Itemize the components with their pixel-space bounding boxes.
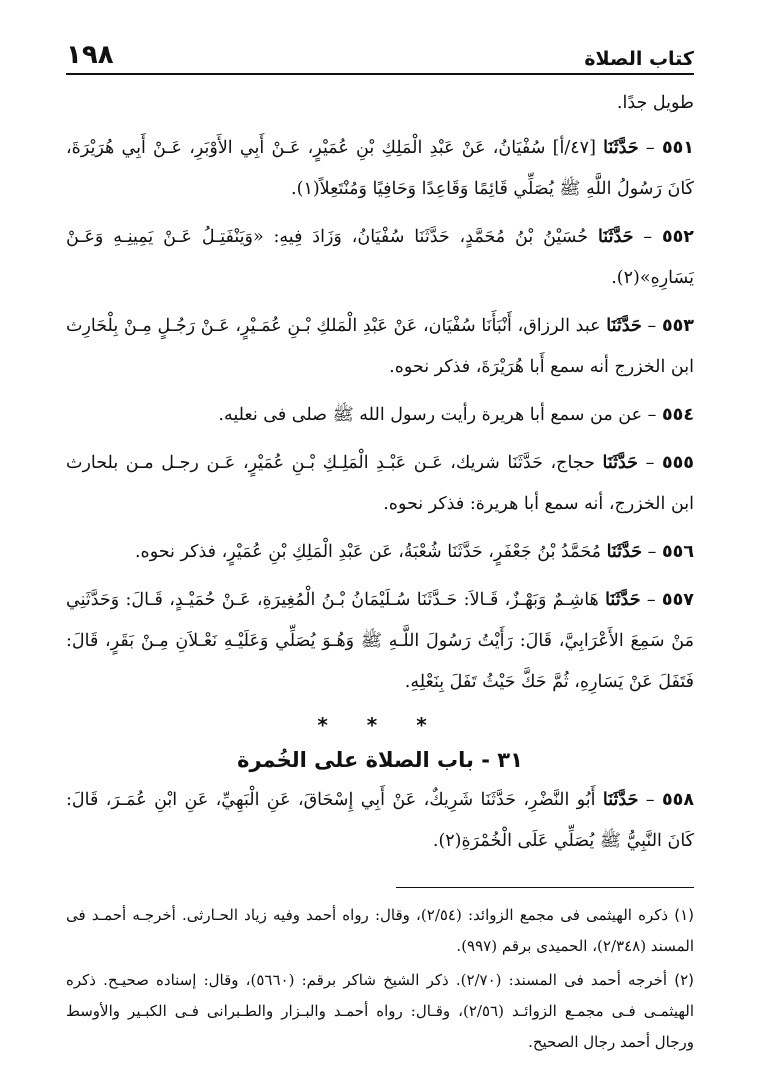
hadith-number: ٥٥٧ — [661, 590, 694, 610]
chapter-title: ٣١ - باب الصلاة على الخُمرة — [237, 748, 523, 772]
hadith-552: ٥٥٢ – حَدَّثَنَا حُسَيْنُ بْنُ مُحَمَّدٍ، حَدَّثَنَا سُفْيَانُ، وَزَادَ فِيهِ: «وَيَنْفَتِـلُ عَـنْ يَمِينِـهِ وَعَـنْ يَسَارِهِ»(٢). — [66, 227, 694, 288]
hadith-lead: حَدَّثَنَا — [603, 138, 639, 158]
hadith-lead: حَدَّثَنَا — [606, 316, 642, 336]
hadith-text: [٤٧/أ] سُفْيَانُ، عَنْ عَبْدِ الْمَلِكِ بْنِ عُمَيْرٍ، عَـنْ أَبِي الأَوْبَرِ، عَـنْ أَبِي هُرَيْرَةَ، كَانَ رَسُولُ اللَّهِ ﷺ يُصَلِّي قَائِمًا وَقَاعِدًا وَحَافِيًا وَمُنْتَعِلاً(١). — [66, 138, 694, 199]
hadith-number: ٥٥٨ — [661, 790, 694, 810]
hadith-551: ٥٥١ – حَدَّثَنَا [٤٧/أ] سُفْيَانُ، عَنْ عَبْدِ الْمَلِكِ بْنِ عُمَيْرٍ، عَـنْ أَبِي الأَوْبَرِ، عَـنْ أَبِي هُرَيْرَةَ، كَانَ رَسُولُ اللَّهِ ﷺ يُصَلِّي قَائِمًا وَقَاعِدًا وَحَافِيًا وَمُنْتَعِلاً(١). — [66, 138, 694, 199]
footnote-2 — [66, 965, 694, 1058]
hadith-lead: حَدَّثَنَا — [602, 453, 638, 473]
hadith-lead: حَدَّثَنَا — [602, 790, 639, 810]
hadith-text: أَبُو النَّضْرِ، حَدَّثَنَا شَرِيكٌ، عَنْ أَبِي إِسْحَاقَ، عَنِ الْبَهِيِّ، عَنِ ابْنِ عُمَـرَ، قَالَ: كَانَ النَّبِيُّ ﷺ يُصَلِّي عَلَى الْخُمْرَةِ(٢). — [66, 790, 694, 851]
hadith-556: ٥٥٦ – حَدَّثَنَا مُحَمَّدُ بْنُ جَعْفَرٍ، حَدَّثَنَا شُعْبَةُ، عَن عَبْدِ الْمَلِكِ بْنِ عُمَيْرٍ، فذكر نحوه. — [134, 542, 694, 562]
footnote-mark: (٢) — [674, 971, 694, 989]
hadith-558: ٥٥٨ – حَدَّثَنَا أَبُو النَّضْرِ، حَدَّثَنَا شَرِيكٌ، عَنْ أَبِي إِسْحَاقَ، عَنِ الْبَهِيِّ، عَنِ ابْنِ عُمَـرَ، قَالَ: كَانَ النَّبِيُّ ﷺ يُصَلِّي عَلَى الْخُمْرَةِ(٢). — [66, 790, 694, 851]
hadith-text: هَاشِـمٌ وَبَهْـزٌ، قَـالاَ: حَـدَّثَنَا سُـلَيْمَانُ بْـنُ الْمُغِيرَةِ، عَـنْ حُمَيْـدٍ، قَـالَ: وَحَدَّثَنِي مَنْ سَمِعَ الأَعْرَابِيَّ، قَالَ: رَأَيْتُ رَسُولَ اللَّـهِ ﷺ وَهُـوَ يُصَلِّي وَعَلَيْـهِ نَعْـلاَنِ مِـنْ بَقَرٍ، قَالَ: فَتَفَلَ عَنْ يَسَارِهِ، ثُمَّ حَكَّ حَيْثُ تَفَلَ بِنَعْلِهِ. — [66, 590, 694, 692]
hadith-text: مُحَمَّدُ بْنُ جَعْفَرٍ، حَدَّثَنَا شُعْبَةُ، عَن عَبْدِ الْمَلِكِ بْنِ عُمَيْرٍ، فذكر نحوه. — [134, 542, 601, 562]
page-header — [66, 36, 694, 70]
page-body — [66, 83, 694, 869]
intro-text: طويل جدًا. — [616, 93, 694, 113]
hadith-lead: حَدَّثَنَا — [597, 227, 634, 247]
page-number: ١٩٨ — [66, 40, 114, 70]
footnote-text: أخرجه أحمد فى المسند: (٢/٧٠). ذكر الشيخ شاكر برقم: (٥٦٦٠)، وقال: إسناده صحيـح. ذكره الهيثمـى فـى مجمـع الزوائـد (٢/٥٦)، وقـال: رواه أحمـد والبـزار والطـبرانى فـى الكبـير والأوسط ورجال أحمد رجال الصحيح. — [66, 971, 694, 1051]
hadith-text: حجاج، حَدَّثَنَا شريك، عَـن عَبْـدِ الْمَلِـكِ بْـنِ عُمَيْرٍ، عَـن رجـل مـن بلحارث ابن الخزرج، أنه سمع أبا هريرة: فذكر نحوه. — [66, 453, 694, 514]
hadith-number: ٥٥٤ — [661, 405, 694, 425]
footnote-rule — [396, 887, 694, 888]
hadith-number: ٥٥٢ — [661, 227, 694, 247]
hadith-number: ٥٥٣ — [661, 316, 694, 336]
hadith-555: ٥٥٥ – حَدَّثَنَا حجاج، حَدَّثَنَا شريك، عَـن عَبْـدِ الْمَلِـكِ بْـنِ عُمَيْرٍ، عَـن رجـل مـن بلحارث ابن الخزرج، أنه سمع أبا هريرة: فذكر نحوه. — [66, 453, 694, 514]
hadith-text: حُسَيْنُ بْنُ مُحَمَّدٍ، حَدَّثَنَا سُفْيَانُ، وَزَادَ فِيهِ: «وَيَنْفَتِـلُ عَـنْ يَمِينِـهِ وَعَـنْ يَسَارِهِ»(٢). — [66, 227, 694, 288]
hadith-554: ٥٥٤ – عن من سمع أبا هريرة رأيت رسول الله ﷺ صلى فى نعليه. — [218, 405, 694, 425]
hadith-text: عبد الرزاق، أَنْبَأَنَا سُفْيَان، عَنْ عَبْدِ الْمَلكِ بْـنِ عُمَـيْرٍ، عَـنْ رَجُـلٍ مِـنْ بِلْحَارِث ابن الخزرج أنه سمع أَبا هُرَيْرَةَ، فذكر نحوه. — [66, 316, 694, 377]
footnotes — [66, 900, 694, 1061]
hadith-557: ٥٥٧ – حَدَّثَنَا هَاشِـمٌ وَبَهْـزٌ، قَـالاَ: حَـدَّثَنَا سُـلَيْمَانُ بْـنُ الْمُغِيرَةِ، عَـنْ حُمَيْـدٍ، قَـالَ: وَحَدَّثَنِي مَنْ سَمِعَ الأَعْرَابِيَّ، قَالَ: رَأَيْتُ رَسُولَ اللَّـهِ ﷺ وَهُـوَ يُصَلِّي وَعَلَيْـهِ نَعْـلاَنِ مِـنْ بَقَرٍ، قَالَ: فَتَفَلَ عَنْ يَسَارِهِ، ثُمَّ حَكَّ حَيْثُ تَفَلَ بِنَعْلِهِ. — [66, 590, 694, 692]
hadith-lead: حَدَّثَنَا — [606, 542, 643, 562]
footnote-mark: (١) — [674, 906, 695, 924]
hadith-lead: حَدَّثَنَا — [605, 590, 641, 610]
header-rule — [66, 73, 694, 75]
footnote-1 — [66, 900, 694, 962]
hadith-553: ٥٥٣ – حَدَّثَنَا عبد الرزاق، أَنْبَأَنَا سُفْيَان، عَنْ عَبْدِ الْمَلكِ بْـنِ عُمَـيْرٍ، عَـنْ رَجُـلٍ مِـنْ بِلْحَارِث ابن الخزرج أنه سمع أَبا هُرَيْرَةَ، فذكر نحوه. — [66, 316, 694, 377]
hadith-number: ٥٥٦ — [661, 542, 694, 562]
hadith-number: ٥٥٥ — [661, 453, 694, 473]
running-title: كتاب الصلاة — [584, 48, 694, 70]
hadith-text: عن من سمع أبا هريرة رأيت رسول الله ﷺ صلى فى نعليه. — [218, 405, 643, 425]
section-separator: * * * — [317, 713, 443, 737]
hadith-number: ٥٥١ — [661, 138, 694, 158]
footnote-text: ذكره الهيثمى فى مجمع الزوائد: (٢/٥٤)، وقال: رواه أحمد وفيه زياد الحـارثى. أخرجـه أحمـد فى المسند (٢/٣٤٨)، الحميدى برقم (٩٩٧). — [66, 906, 694, 955]
